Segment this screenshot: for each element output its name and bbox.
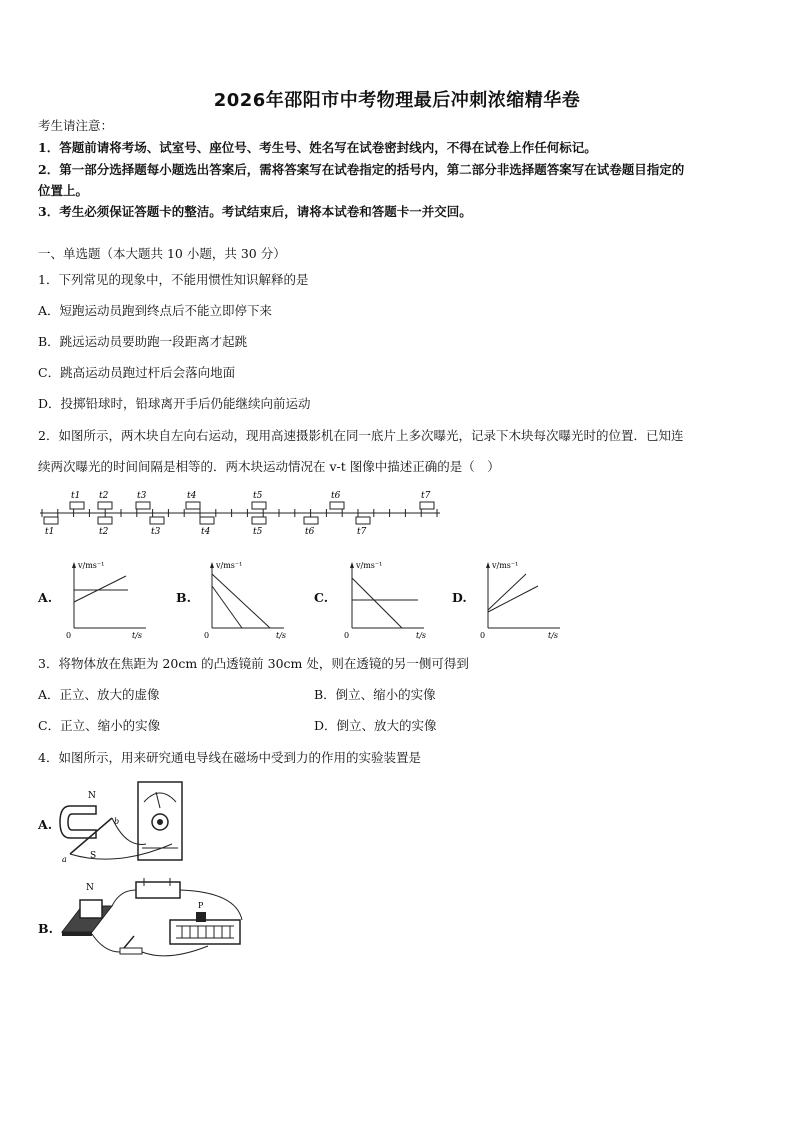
strip-bottom-block (150, 517, 164, 524)
strip-bottom-label: t4 (201, 527, 211, 537)
q2-option-a-label: A. (38, 590, 53, 605)
axis-x-label: t/s (276, 631, 287, 640)
notice-item-3: 3．考生必须保证答题卡的整洁。考试结束后，请将本试卷和答题卡一并交回。 (38, 204, 472, 219)
wire-a-label: a (62, 855, 67, 864)
strip-top-block (136, 502, 150, 509)
axis-x-label: t/s (132, 631, 143, 640)
strip-bottom-label: t7 (357, 527, 367, 537)
strip-top-block (186, 502, 200, 509)
notice-item-2: 2．第一部分选择题每小题选出答案后，需将答案写在试卷指定的括号内，第二部分非选择题答案写在试卷题目指定的 (38, 162, 685, 177)
axis-y-label: v/ms⁻¹ (492, 561, 519, 570)
q3-option-c: C．正立、缩小的实像 (38, 718, 161, 733)
q3-stem: 3．将物体放在焦距为 20cm 的凸透镜前 30cm 处，则在透镜的另一侧可得到 (38, 656, 469, 671)
q3-option-a: A．正立、放大的虚像 (38, 687, 160, 702)
strip-bottom-label: t2 (99, 527, 109, 537)
strip-top-label: t1 (71, 491, 81, 501)
line-increasing-shallow (488, 586, 538, 612)
q4-option-a-label: A. (38, 817, 53, 832)
q1-stem: 1．下列常见的现象中，不能用惯性知识解释的是 (38, 272, 309, 287)
exposure-strip-figure (36, 486, 446, 540)
q2-option-b-label: B. (176, 590, 191, 605)
strip-top-label: t2 (99, 491, 109, 501)
origin-label: 0 (344, 631, 350, 640)
q2-stem-line2: 续两次曝光的时间间隔是相等的．两木块运动情况在 v-t 图像中描述正确的是（ ） (38, 459, 500, 474)
slider-p-label: P (198, 901, 204, 910)
vt-graph-c (340, 556, 436, 640)
vt-graph-b (200, 556, 296, 640)
notice-item-2-cont: 位置上。 (38, 183, 89, 198)
section-heading: 一、单选题（本大题共 10 小题，共 30 分） (38, 246, 286, 261)
strip-top-block (98, 502, 112, 509)
strip-top-label: t7 (421, 491, 431, 501)
axis-x-label: t/s (548, 631, 559, 640)
q1-option-d: D．投掷铅球时，铅球离开手后仍能继续向前运动 (38, 396, 311, 411)
strip-top-label: t3 (137, 491, 147, 501)
magnet-s-label: S (90, 851, 97, 861)
line-decreasing-2 (212, 586, 242, 628)
axis-y-label: v/ms⁻¹ (216, 561, 243, 570)
battery-icon (136, 882, 180, 898)
strip-top-block (252, 502, 266, 509)
wire-b-label: b (114, 817, 120, 826)
q1-option-c: C．跳高运动员跑过杆后会落向地面 (38, 365, 236, 380)
notice-heading: 考生请注意： (38, 118, 114, 133)
q4-figure-a-galvanometer-setup (56, 778, 186, 866)
q4-figure-b-motor-setup (58, 876, 248, 962)
axis-y-label: v/ms⁻¹ (78, 561, 105, 570)
switch-icon (120, 948, 142, 954)
strip-top-block (420, 502, 434, 509)
strip-top-block (330, 502, 344, 509)
strip-bottom-label: t3 (151, 527, 161, 537)
strip-bottom-label: t1 (45, 527, 55, 537)
u-magnet-icon (60, 806, 96, 838)
notice-item-1: 1．答题前请将考场、试室号、座位号、考生号、姓名写在试卷密封线内，不得在试卷上作任何标记。 (38, 140, 597, 155)
q3-option-b: B．倒立、缩小的实像 (314, 687, 436, 702)
magnet-n-label: N (86, 883, 94, 893)
origin-label: 0 (66, 631, 72, 640)
strip-bottom-block (252, 517, 266, 524)
strip-top-block (70, 502, 84, 509)
strip-bottom-block (200, 517, 214, 524)
axis-x-label: t/s (416, 631, 427, 640)
line-increasing-steep (488, 574, 526, 610)
origin-label: 0 (204, 631, 210, 640)
strip-bottom-block (356, 517, 370, 524)
q1-option-b: B．跳远运动员要助跑一段距离才起跳 (38, 334, 248, 349)
strip-bottom-block (98, 517, 112, 524)
line-decreasing (352, 578, 402, 628)
q1-option-a: A．短跑运动员跑到终点后不能立即停下来 (38, 303, 273, 318)
origin-label: 0 (480, 631, 486, 640)
strip-top-label: t6 (331, 491, 341, 501)
q2-option-c-label: C. (314, 590, 329, 605)
magnet-n-label: N (88, 791, 96, 801)
strip-top-label: t4 (187, 491, 197, 501)
strip-bottom-block (44, 517, 58, 524)
line-increasing (74, 576, 126, 602)
strip-bottom-block (304, 517, 318, 524)
vt-graph-d (476, 556, 572, 640)
strip-top-label: t5 (253, 491, 263, 501)
q2-stem-line1: 2．如图所示，两木块自左向右运动，现用高速摄影机在同一底片上多次曝光，记录下木块每次曝光时的位置．已知连 (38, 428, 684, 443)
axis-y-label: v/ms⁻¹ (356, 561, 383, 570)
q4-stem: 4．如图所示，用来研究通电导线在磁场中受到力的作用的实验装置是 (38, 750, 421, 765)
q3-option-d: D．倒立、放大的实像 (314, 718, 437, 733)
q4-option-b-label: B. (38, 921, 53, 936)
strip-bottom-label: t6 (305, 527, 315, 537)
line-decreasing-1 (212, 574, 270, 628)
strip-bottom-label: t5 (253, 527, 263, 537)
q2-option-d-label: D. (452, 590, 467, 605)
vt-graph-a (62, 556, 152, 640)
page-title: 2026年邵阳市中考物理最后冲刺浓缩精华卷 (213, 90, 581, 111)
